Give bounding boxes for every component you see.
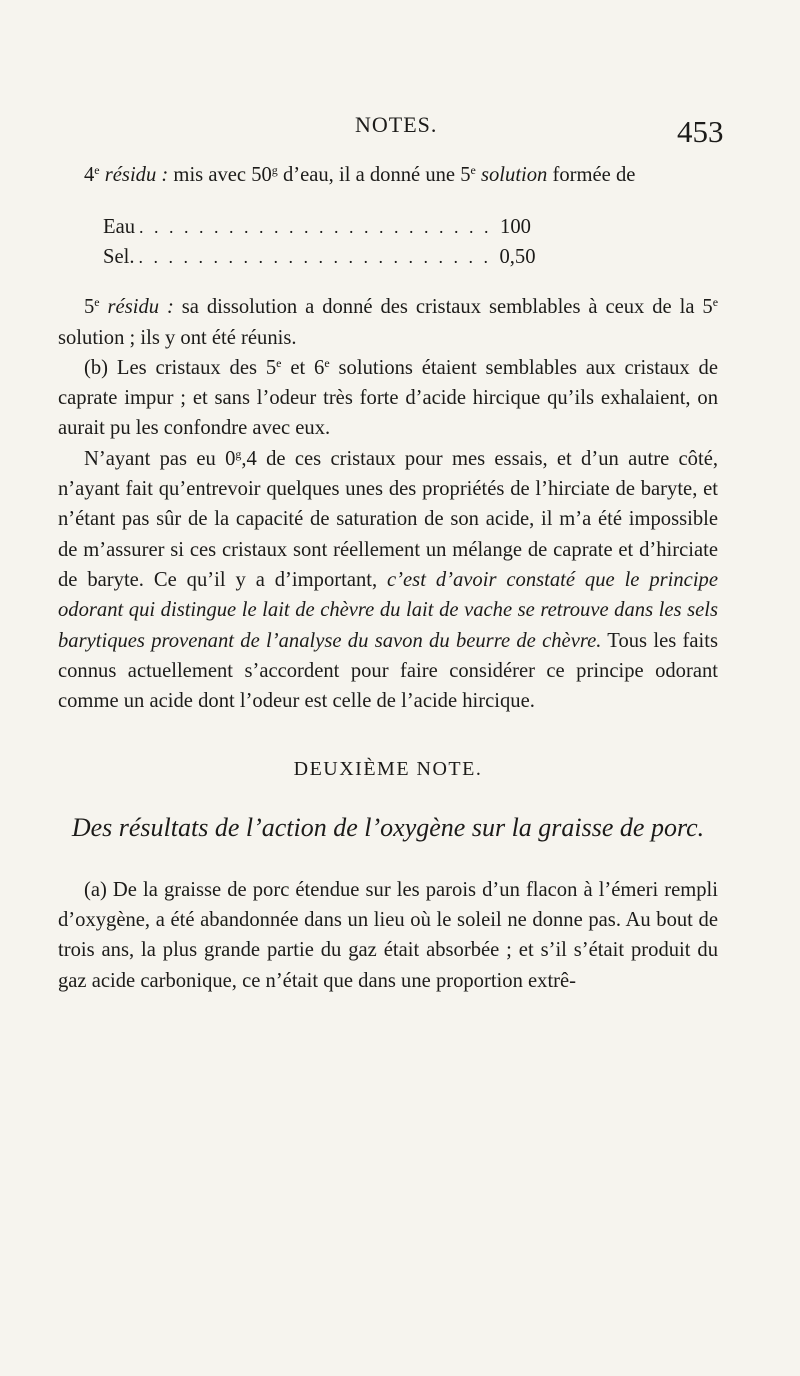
row-value: 100 [500,216,531,239]
row-value: 0,50 [499,246,536,269]
running-title: NOTES. [355,112,438,137]
ordinal-superscript: e [94,163,100,177]
text-fragment: solutions étaient semblables aux cristaux de caprate impur ; et sans l’odeur très forte d’acide hircique qu’ils exhalaient, on aurait pu les confondre avec eux. [58,356,718,440]
ordinal-number: 5 [84,296,95,319]
emphasized-finding: c’est d’avoir constaté que le principe odorant qui distingue le lait de chèvre du lait de vache se retrouve dans les sels barytiques provenant de l’analyse du savon du beurre de chèvre. [58,568,718,652]
row-label: Eau [103,216,136,239]
text-fragment: De la graisse de porc étendue sur les parois d’un flacon à l’émeri rempli d’oxygène, a été abandonnée dans un lieu où le soleil ne donne pas. Au bout de trois ans, la plus grande partie du gaz était absorbée ; et s’il s’était produit du gaz acide carbonique, ce n’était que dans une proportion extrê- [58,878,718,992]
text-fragment: mis avec 50 [168,164,272,186]
section-title: Des résultats de l’action de l’oxygène sur la graisse de porc. [71,812,705,842]
text-fragment: sa dissolution a donné des cristaux semblables à ceux de la 5 [173,296,713,319]
residue-label: résidu : [104,164,169,186]
running-head [0,112,800,152]
page-number: 453 [677,114,724,149]
paragraph-fifth-residue [58,292,718,353]
table-row [58,212,718,242]
ordinal-superscript: e [712,295,719,310]
paragraph-fourth-residue [58,160,718,190]
text-fragment: Tous les faits connus actuellement s’accordent pour faire considérer ce principe odorant comme un acide dont l’odeur est celle de l’acide hircique. [58,629,718,713]
text-fragment: et 6 [281,356,325,379]
text-fragment: formée de [547,164,636,186]
ordinal-number: 4 [84,164,95,186]
solution-word: solution [475,164,548,186]
paragraph-marker: (b) [84,356,109,379]
text-fragment: Les cristaux des 5 [108,356,277,379]
paragraph-b [58,353,718,444]
gram-superscript: g [235,446,242,461]
section-heading: DEUXIÈME NOTE. [293,758,483,781]
dot-leader: . . . . . . . . . . . . . . . . . . . . . . . . [138,247,491,268]
table-row [58,242,718,272]
paragraph-conclusion [58,444,718,717]
ordinal-superscript: e [276,355,282,370]
ordinal-superscript: e [324,355,330,370]
ordinal-superscript: e [470,163,476,177]
dot-leader: . . . . . . . . . . . . . . . . . . . . . . . . [139,217,492,238]
residue-label: résidu : [99,296,174,319]
text-fragment: solution ; ils y ont été réunis. [58,326,297,349]
paragraph-marker: (a) [84,878,107,901]
text-fragment: ,4 de ces cristaux pour mes essais, et d’un autre côté, n’ayant fait qu’entrevoir quelques unes des propriétés de l’hirciate de baryte, et n’étant pas sûr de la capacité de saturation de son acide, il m’a été impossible de m’assurer si ces cristaux sont réellement un mélange de caprate et d’hirciate de baryte. Ce qu’il y a d’important, [58,447,718,591]
composition-table [58,212,718,272]
text-fragment: d’eau, il a donné une 5 [277,164,471,186]
body-text [58,160,718,996]
paragraph-a [58,875,718,996]
gram-superscript: g [271,163,278,177]
ordinal-superscript: e [94,295,100,310]
row-label: Sel. [103,246,135,269]
text-fragment: N’ayant pas eu 0 [84,447,236,470]
